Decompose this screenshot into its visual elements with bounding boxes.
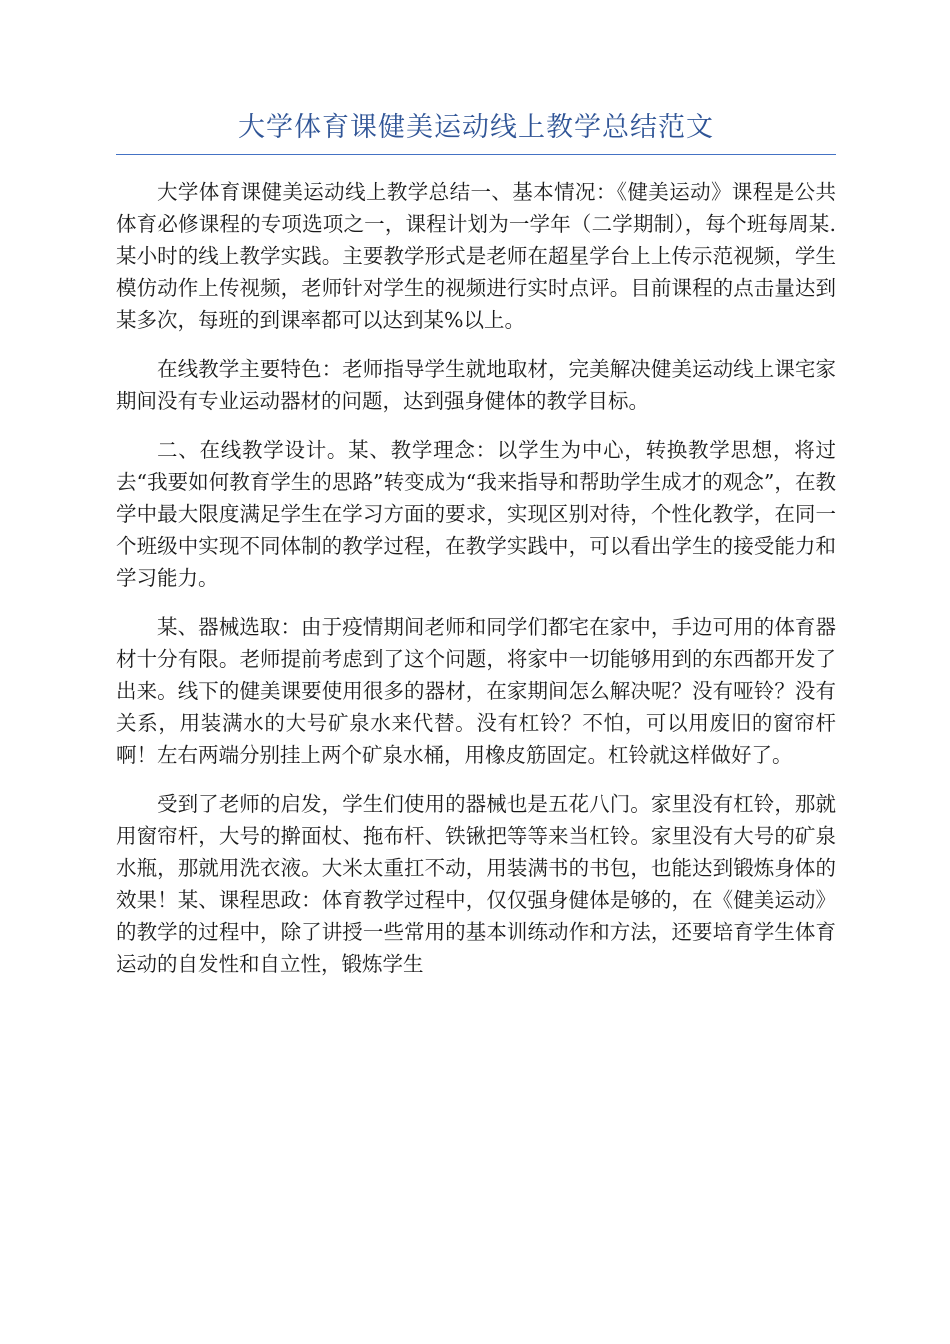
document-title: 大学体育课健美运动线上教学总结范文 [238, 112, 714, 143]
document-page [116, 108, 836, 997]
paragraph-student-equipment: 受到了老师的启发，学生们使用的器械也是五花八门。家里没有杠铃，那就用窗帘杆，大号的擀面杖、拖布杆、铁锹把等等来当杠铃。家里没有大号的矿泉水瓶，那就用洗衣液。大米太重扛不动，用装满书的书包，也能达到锻炼身体的效果！某、课程思政：体育教学过程中，仅仅强身健体是够的，在《健美运动》的教学的过程中，除了讲授一些常用的基本训练动作和方法，还要培育学生体育运动的自发性和自立性，锻炼学生 [116, 792, 836, 976]
paragraph-teaching-design: 二、在线教学设计。某、教学理念：以学生为中心，转换教学思想，将过去“我要如何教育学生的思路”转变成为“我来指导和帮助学生成才的观念”，在教学中最大限度满足学生在学习方面的要求，实现区别对待，个性化教学，在同一个班级中实现不同体制的教学过程，在教学实践中，可以看出学生的接受能力和学习能力。 [116, 438, 836, 590]
paragraph-basic-info: 大学体育课健美运动线上教学总结一、基本情况：《健美运动》课程是公共体育必修课程的专项选项之一，课程计划为一学年（二学期制），每个班每周某.某小时的线上教学实践。主要教学形式是老师在超星学台上上传示范视频，学生模仿动作上传视频，老师针对学生的视频进行实时点评。目前课程的点击量达到某多次，每班的到课率都可以达到某%以上。 [116, 180, 836, 332]
title-underline [116, 154, 836, 155]
paragraph-online-features: 在线教学主要特色：老师指导学生就地取材，完美解决健美运动线上课宅家期间没有专业运动器材的问题，达到强身健体的教学目标。 [116, 357, 836, 413]
paragraph-equipment-selection: 某、器械选取：由于疫情期间老师和同学们都宅在家中，手边可用的体育器材十分有限。老师提前考虑到了这个问题，将家中一切能够用到的东西都开发了出来。线下的健美课要使用很多的器材，在家期间怎么解决呢？没有哑铃？没有关系，用装满水的大号矿泉水来代替。没有杠铃？不怕，可以用废旧的窗帘杆啊！左右两端分别挂上两个矿泉水桶，用橡皮筋固定。杠铃就这样做好了。 [116, 615, 836, 767]
